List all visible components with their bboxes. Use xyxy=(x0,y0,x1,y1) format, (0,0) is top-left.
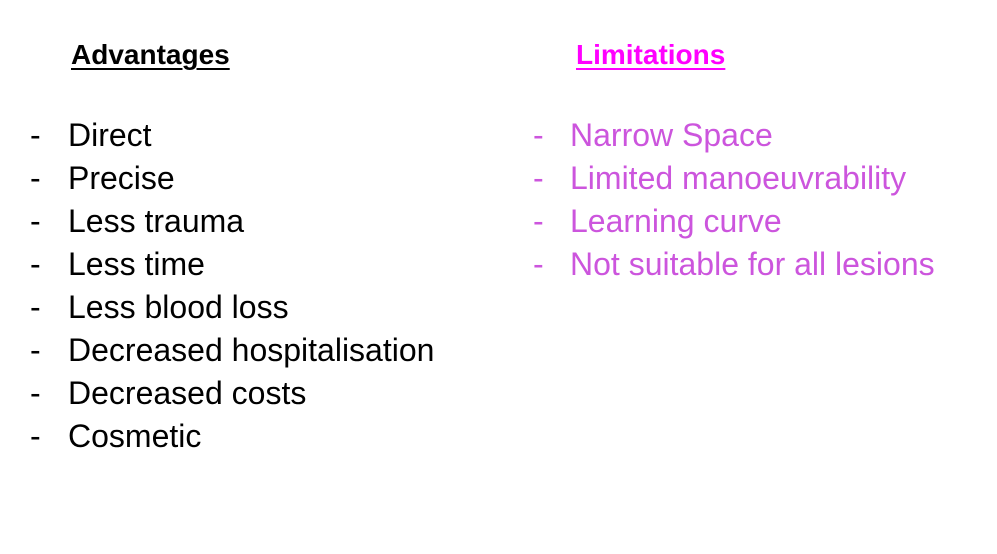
list-item-text: Less trauma xyxy=(68,203,245,239)
list-item-text: Not suitable for all lesions xyxy=(570,246,935,282)
list-item-text: Learning curve xyxy=(570,203,782,239)
list-item-text: Limited manoeuvrability xyxy=(570,160,907,196)
list-item-text: Less time xyxy=(68,246,205,282)
bullet-dash: - xyxy=(533,117,544,153)
bullet-dash: - xyxy=(30,160,41,196)
bullet-dash: - xyxy=(30,289,41,325)
bullet-dash: - xyxy=(30,203,41,239)
bullet-dash: - xyxy=(30,117,41,153)
bullet-dash: - xyxy=(30,332,41,368)
list-item-text: Decreased hospitalisation xyxy=(68,332,435,368)
advantages-heading: Advantages xyxy=(71,39,230,70)
limitations-heading: Limitations xyxy=(576,39,726,70)
bullet-dash: - xyxy=(533,203,544,239)
bullet-dash: - xyxy=(533,160,544,196)
list-item-text: Narrow Space xyxy=(570,117,773,153)
list-item-text: Cosmetic xyxy=(68,418,202,454)
bullet-dash: - xyxy=(533,246,544,282)
list-item-text: Less blood loss xyxy=(68,289,289,325)
bullet-dash: - xyxy=(30,418,41,454)
list-item-text: Decreased costs xyxy=(68,375,307,411)
bullet-dash: - xyxy=(30,246,41,282)
list-item-text: Precise xyxy=(68,160,175,196)
list-item-text: Direct xyxy=(68,117,152,153)
bullet-dash: - xyxy=(30,375,41,411)
